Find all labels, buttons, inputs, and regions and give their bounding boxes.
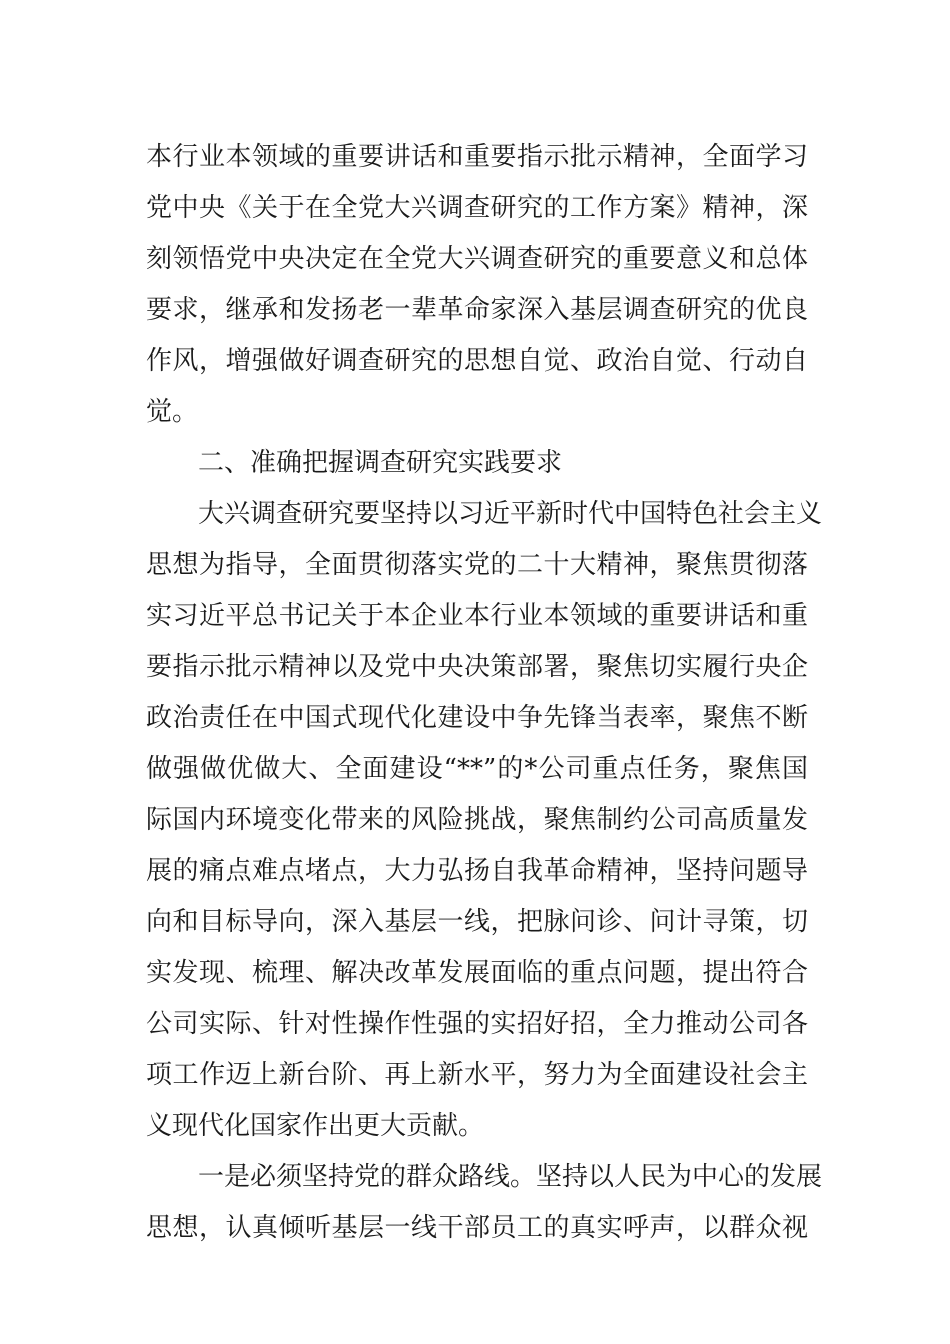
body-line: 实发现、梳理、解决改革发展面临的重点问题，提出符合 xyxy=(146,958,808,988)
body-line: 向和目标导向，深入基层一线，把脉问诊、问计寻策，切 xyxy=(146,907,808,937)
body-line: 做强做优做大、全面建设“**”的*公司重点任务，聚焦国 xyxy=(146,754,808,784)
body-line: 思想，认真倾听基层一线干部员工的真实呼声，以群众视 xyxy=(146,1213,808,1243)
body-line: 要指示批示精神以及党中央决策部署，聚焦切实履行央企 xyxy=(146,652,808,682)
section-heading: 二、准确把握调查研究实践要求 xyxy=(198,448,563,478)
body-line: 项工作迈上新台阶、再上新水平，努力为全面建设社会主 xyxy=(146,1060,808,1090)
body-line: 展的痛点难点堵点，大力弘扬自我革命精神，坚持问题导 xyxy=(146,856,808,886)
body-line: 际国内环境变化带来的风险挑战，聚焦制约公司高质量发 xyxy=(146,805,808,835)
body-line: 义现代化国家作出更大贡献。 xyxy=(146,1111,485,1141)
body-line: 政治责任在中国式现代化建设中争先锋当表率，聚焦不断 xyxy=(146,703,808,733)
body-line: 思想为指导，全面贯彻落实党的二十大精神，聚焦贯彻落 xyxy=(146,550,808,580)
body-line: 作风，增强做好调查研究的思想自觉、政治自觉、行动自 xyxy=(146,346,808,376)
body-line: 刻领悟党中央决定在全党大兴调查研究的重要意义和总体 xyxy=(146,244,808,274)
body-line: 一是必须坚持党的群众路线。坚持以人民为中心的发展 xyxy=(198,1162,823,1192)
body-line: 觉。 xyxy=(146,397,199,427)
body-line: 要求，继承和发扬老一辈革命家深入基层调查研究的优良 xyxy=(146,295,808,325)
body-line: 公司实际、针对性操作性强的实招好招，全力推动公司各 xyxy=(146,1009,808,1039)
body-line: 大兴调查研究要坚持以习近平新时代中国特色社会主义 xyxy=(198,499,823,529)
body-line: 本行业本领域的重要讲话和重要指示批示精神，全面学习 xyxy=(146,142,808,172)
body-line: 党中央《关于在全党大兴调查研究的工作方案》精神，深 xyxy=(146,193,808,223)
body-line: 实习近平总书记关于本企业本行业本领域的重要讲话和重 xyxy=(146,601,808,631)
